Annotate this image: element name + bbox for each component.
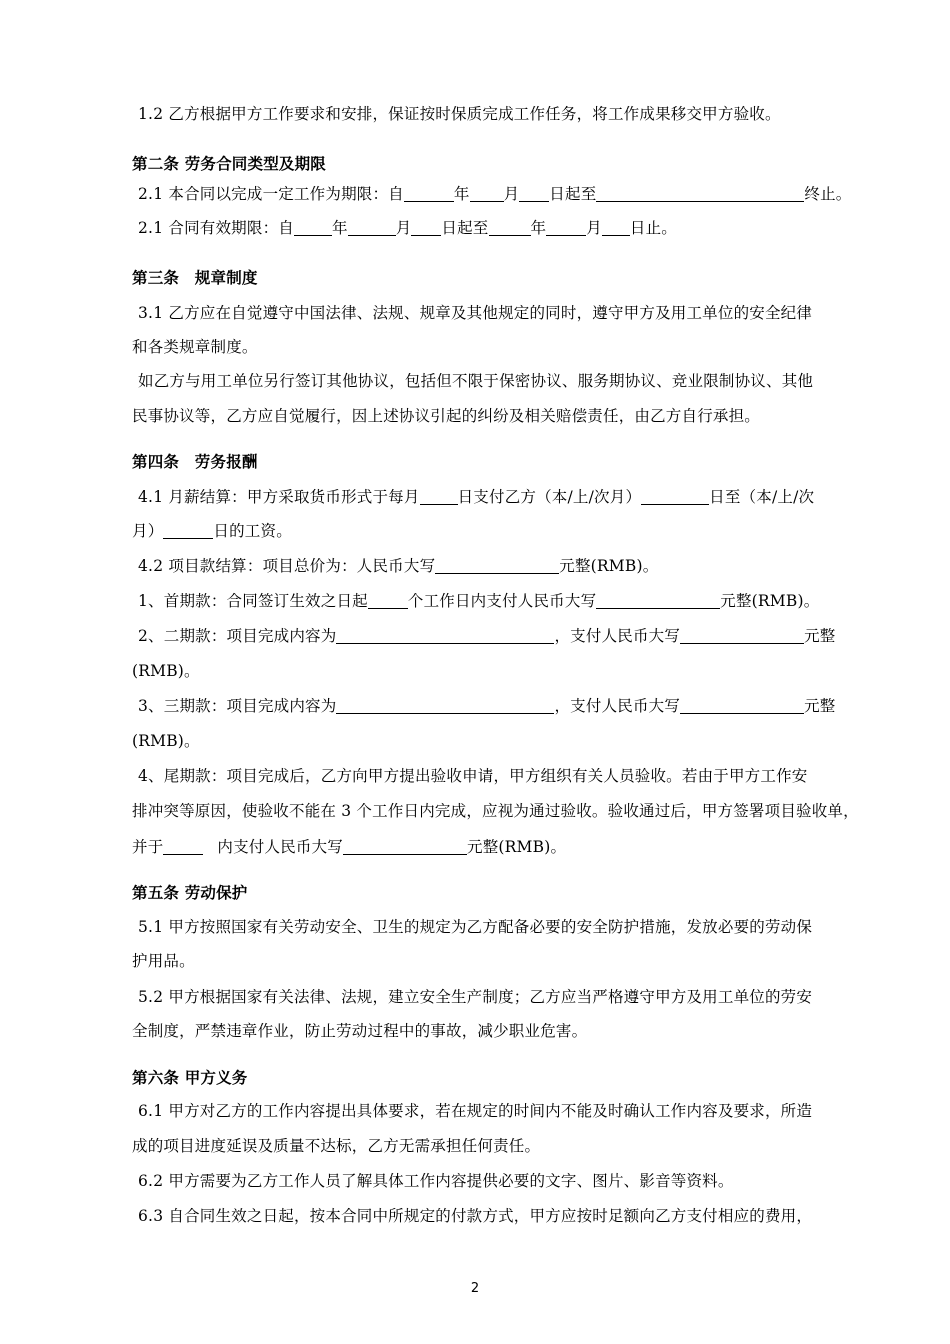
- blank-end-year[interactable]: [489, 219, 531, 236]
- clause-4-1-line2: 月） 日的工资。: [132, 522, 292, 540]
- blank-start-year[interactable]: [294, 219, 332, 236]
- blank-start-month[interactable]: [348, 219, 396, 236]
- installment-1: 1、首期款：合同签订生效之日起 个工作日内支付人民币大写 元整(RMB)。: [138, 592, 820, 610]
- blank-pay-day[interactable]: [420, 488, 458, 505]
- clause-3-2-line2: 民事协议等，乙方应自觉履行，因上述协议引起的纠纷及相关赔偿责任，由乙方自行承担。: [132, 407, 761, 425]
- blank-end[interactable]: [596, 185, 804, 202]
- installment-2-line2: (RMB)。: [132, 662, 200, 680]
- blank-end-day[interactable]: [602, 219, 630, 236]
- blank-final-amount[interactable]: [343, 838, 467, 855]
- blank-second-amount[interactable]: [680, 627, 804, 644]
- blank-to-day[interactable]: [163, 522, 213, 539]
- blank-end-month[interactable]: [546, 219, 586, 236]
- clause-5-1-line1: 5.1 甲方按照国家有关劳动安全、卫生的规定为乙方配备必要的安全防护措施，发放必要的劳动保: [138, 918, 813, 936]
- clause-1-2: 1.2 乙方根据甲方工作要求和安排，保证按时保质完成工作任务，将工作成果移交甲方验收。: [138, 105, 781, 123]
- blank-year[interactable]: [404, 185, 454, 202]
- clause-3-1-line2: 和各类规章制度。: [132, 338, 258, 356]
- installment-4-line2: 排冲突等原因，使验收不能在 3 个工作日内完成，应视为通过验收。验收通过后，甲方签署项目验收单，: [132, 802, 859, 820]
- article-4-title: 第四条 劳务报酬: [132, 453, 258, 471]
- clause-2-1-term: 2.1 本合同以完成一定工作为期限：自 年 月 日起至 终止。: [138, 185, 852, 203]
- installment-3-line1: 3、三期款：项目完成内容为 ，支付人民币大写 元整: [138, 697, 836, 715]
- blank-second-content[interactable]: [336, 627, 554, 644]
- blank-third-content[interactable]: [336, 697, 554, 714]
- clause-3-2-line1: 如乙方与用工单位另行签订其他协议，包括但不限于保密协议、服务期协议、竞业限制协议、其他: [138, 372, 814, 390]
- blank-month[interactable]: [470, 185, 504, 202]
- clause-6-3: 6.3 自合同生效之日起，按本合同中所规定的付款方式，甲方应按时足额向乙方支付相应的费用，: [138, 1207, 813, 1225]
- blank-first-amount[interactable]: [596, 592, 720, 609]
- article-3-title: 第三条 规章制度: [132, 269, 258, 287]
- installment-3-line2: (RMB)。: [132, 732, 200, 750]
- installment-4-line3: 并于 内支付人民币大写 元整(RMB)。: [132, 838, 567, 856]
- page-number: 2: [470, 1281, 480, 1296]
- clause-3-1-line1: 3.1 乙方应在自觉遵守中国法律、法规、规章及其他规定的同时，遵守甲方及用工单位的安全纪律: [138, 304, 813, 322]
- blank-total-amount[interactable]: [435, 557, 559, 574]
- blank-workdays[interactable]: [368, 592, 408, 609]
- article-5-title: 第五条 劳动保护: [132, 884, 248, 902]
- clause-5-2-line2: 全制度，严禁违章作业，防止劳动过程中的事故，减少职业危害。: [132, 1022, 588, 1040]
- clause-6-2: 6.2 甲方需要为乙方工作人员了解具体工作内容提供必要的文字、图片、影音等资料。: [138, 1172, 734, 1190]
- blank-third-amount[interactable]: [680, 697, 804, 714]
- clause-6-1-line2: 成的项目进度延误及质量不达标，乙方无需承担任何责任。: [132, 1137, 541, 1155]
- clause-5-2-line1: 5.2 甲方根据国家有关法律、法规，建立安全生产制度；乙方应当严格遵守甲方及用工单位的劳安: [138, 988, 813, 1006]
- blank-start-day[interactable]: [411, 219, 441, 236]
- clause-6-1-line1: 6.1 甲方对乙方的工作内容提出具体要求，若在规定的时间内不能及时确认工作内容及要求，所造: [138, 1102, 813, 1120]
- article-6-title: 第六条 甲方义务: [132, 1069, 248, 1087]
- article-2-title: 第二条 劳务合同类型及期限: [132, 155, 326, 173]
- installment-4-line1: 4、尾期款：项目完成后，乙方向甲方提出验收申请，甲方组织有关人员验收。若由于甲方工作安: [138, 767, 808, 785]
- clause-2-1-validity: 2.1 合同有效期限：自 年 月 日起至 年 月 日止。: [138, 219, 678, 237]
- blank-from-day[interactable]: [641, 488, 709, 505]
- blank-final-period[interactable]: [163, 838, 203, 855]
- clause-4-1-line1: 4.1 月薪结算：甲方采取货币形式于每月 日支付乙方（本/上/次月） 日至（本/上/次: [138, 488, 815, 506]
- installment-2-line1: 2、二期款：项目完成内容为 ，支付人民币大写 元整: [138, 627, 836, 645]
- clause-4-2: 4.2 项目款结算：项目总价为：人民币大写 元整(RMB)。: [138, 557, 659, 575]
- clause-5-1-line2: 护用品。: [132, 952, 195, 970]
- blank-day[interactable]: [519, 185, 549, 202]
